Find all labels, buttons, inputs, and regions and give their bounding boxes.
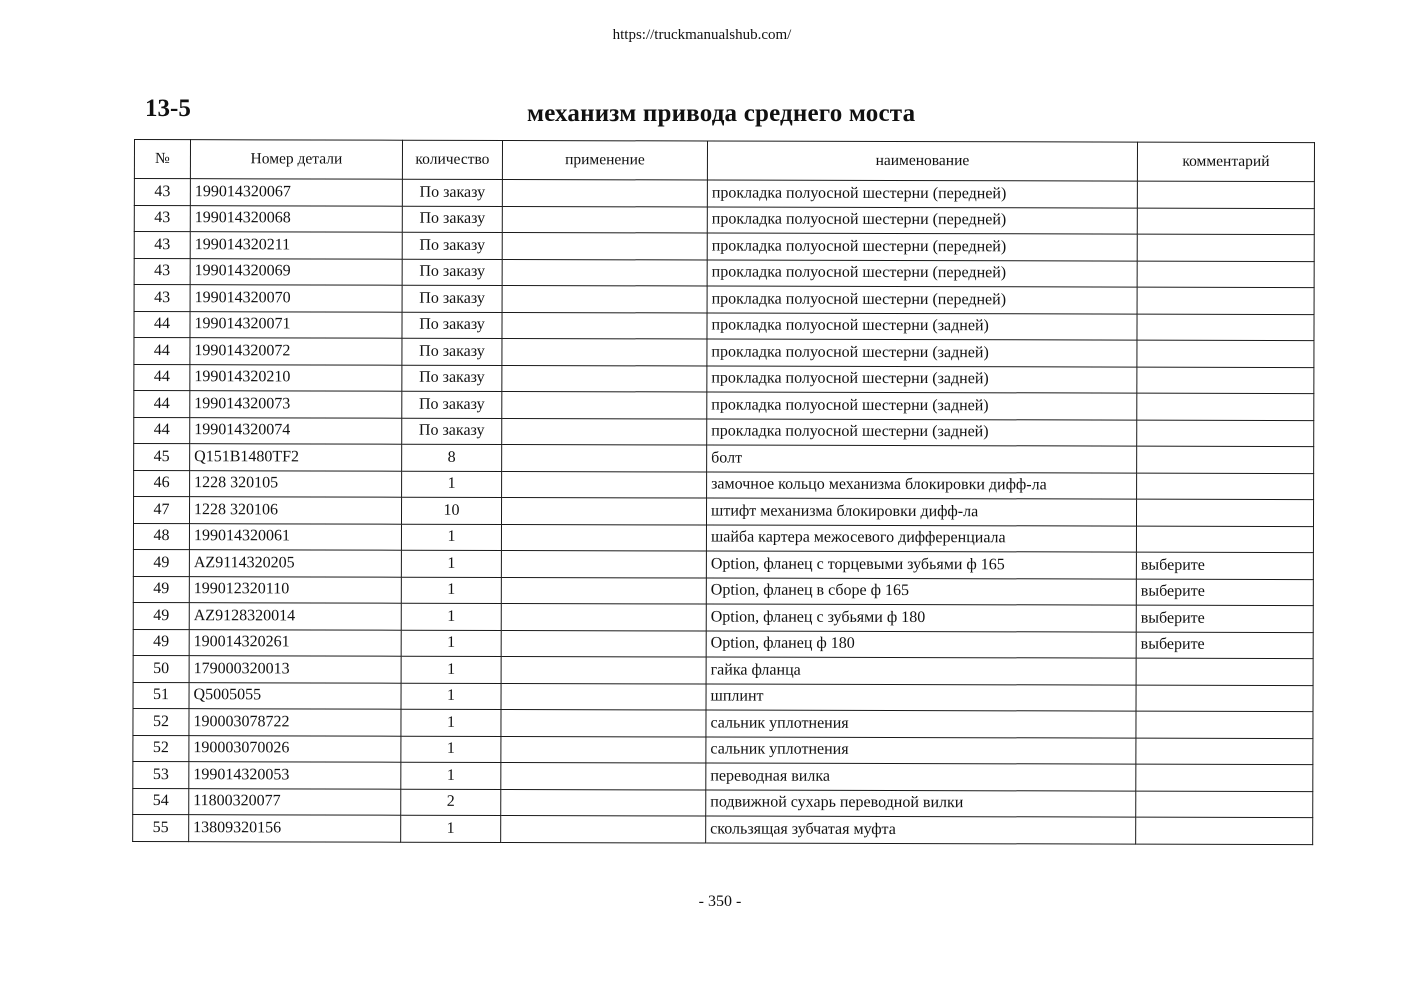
cell-application [501, 577, 706, 604]
table-row [133, 549, 1313, 579]
cell-row-number: 49 [133, 549, 189, 576]
cell-comment [1136, 791, 1313, 818]
table-row [133, 735, 1313, 765]
cell-quantity: 10 [401, 497, 501, 524]
cell-part-name: сальник уплотнения [706, 710, 1136, 738]
cell-part-number: Q5005055 [189, 682, 401, 709]
cell-row-number: 44 [134, 391, 190, 418]
cell-part-name: прокладка полуосной шестерни (передней) [707, 180, 1137, 208]
table-row [133, 788, 1313, 818]
cell-part-name: прокладка полуосной шестерни (задней) [707, 419, 1137, 447]
cell-part-name: прокладка полуосной шестерни (задней) [707, 313, 1137, 341]
table-row [134, 179, 1314, 209]
cell-row-number: 51 [133, 682, 189, 709]
cell-part-name: Option, фланец в сборе ф 165 [706, 577, 1136, 605]
cell-part-name: скользящая зубчатая муфта [706, 816, 1136, 844]
cell-part-name: прокладка полуосной шестерни (передней) [707, 286, 1137, 314]
cell-part-name: прокладка полуосной шестерни (передней) [707, 207, 1137, 235]
cell-row-number: 54 [133, 788, 189, 815]
table-row [133, 682, 1313, 712]
cell-application [502, 312, 707, 339]
table-row [133, 523, 1313, 553]
cell-row-number: 53 [133, 761, 189, 788]
column-header-name: наименование [707, 141, 1137, 181]
cell-part-number: 199014320070 [190, 285, 402, 312]
cell-part-number: 1228 320106 [189, 497, 401, 524]
cell-comment: выберите [1136, 552, 1313, 579]
cell-quantity: 1 [401, 656, 501, 683]
cell-part-number: 199014320211 [190, 232, 402, 259]
cell-part-number: 199014320073 [190, 391, 402, 418]
table-row [134, 285, 1314, 315]
cell-application [501, 630, 706, 657]
cell-part-number: 199014320061 [189, 523, 401, 550]
cell-application [501, 683, 706, 710]
table-body [133, 179, 1315, 845]
cell-comment [1136, 711, 1313, 738]
table-header-row [134, 140, 1314, 182]
cell-part-number: AZ9114320205 [189, 550, 401, 577]
cell-part-name: болт [707, 445, 1137, 473]
cell-row-number: 43 [134, 205, 190, 232]
table-row [133, 602, 1313, 632]
cell-part-name: штифт механизма блокировки дифф-ла [706, 498, 1136, 526]
table-row [134, 258, 1314, 288]
cell-row-number: 44 [134, 338, 190, 365]
cell-part-number: 1228 320105 [190, 470, 402, 497]
column-header-application: применение [502, 140, 707, 180]
cell-part-name: переводная вилка [706, 763, 1136, 791]
cell-quantity: По заказу [402, 179, 502, 206]
cell-part-number: 199014320053 [189, 762, 401, 789]
cell-part-number: 199014320074 [190, 417, 402, 444]
table-row [134, 444, 1314, 474]
cell-comment [1137, 367, 1314, 394]
cell-part-number: 179000320013 [189, 656, 401, 683]
cell-row-number: 49 [133, 629, 189, 656]
cell-quantity: 1 [401, 736, 501, 763]
cell-application [502, 206, 707, 233]
cell-comment [1137, 314, 1314, 341]
cell-quantity: По заказу [402, 232, 502, 259]
cell-row-number: 43 [134, 179, 190, 206]
source-url[interactable]: https://truckmanualshub.com/ [612, 27, 792, 43]
column-header-number: № [134, 140, 190, 179]
cell-row-number: 43 [134, 258, 190, 285]
cell-application [501, 497, 706, 524]
cell-quantity: 1 [401, 762, 501, 789]
cell-application [502, 338, 707, 365]
cell-row-number: 55 [133, 814, 189, 841]
cell-row-number: 49 [133, 602, 189, 629]
cell-part-number: 199014320068 [190, 205, 402, 232]
cell-quantity: 1 [401, 603, 501, 630]
cell-application [501, 815, 706, 842]
cell-part-number: 199012320110 [189, 576, 401, 603]
cell-comment [1136, 817, 1313, 844]
cell-comment [1136, 738, 1313, 765]
cell-part-name: гайка фланца [706, 657, 1136, 685]
cell-quantity: 1 [402, 471, 502, 498]
cell-quantity: 2 [401, 789, 501, 816]
cell-application [501, 762, 706, 789]
table-row [133, 576, 1313, 606]
cell-comment [1136, 658, 1313, 685]
table-row [134, 338, 1314, 368]
cell-comment: выберите [1136, 579, 1313, 606]
cell-comment [1137, 234, 1314, 261]
table-row [134, 470, 1314, 500]
cell-quantity: 8 [402, 444, 502, 471]
cell-part-name: прокладка полуосной шестерни (задней) [707, 392, 1137, 420]
cell-part-name: прокладка полуосной шестерни (передней) [707, 233, 1137, 261]
cell-quantity: 1 [401, 709, 501, 736]
cell-part-name: Option, фланец с торцевыми зубьями ф 165 [706, 551, 1136, 579]
parts-table [132, 139, 1315, 845]
cell-quantity: По заказу [402, 285, 502, 312]
cell-part-name: подвижной сухарь переводной вилки [706, 789, 1136, 817]
cell-part-number: Q151B1480TF2 [190, 444, 402, 471]
cell-part-number: 199014320210 [190, 364, 402, 391]
cell-application [502, 285, 707, 312]
cell-row-number: 49 [133, 576, 189, 603]
cell-row-number: 43 [134, 232, 190, 259]
cell-part-number: 11800320077 [189, 788, 401, 815]
cell-application [502, 232, 707, 259]
cell-comment [1137, 261, 1314, 288]
table-row [133, 761, 1313, 791]
cell-part-name: шплинт [706, 683, 1136, 711]
cell-row-number: 46 [134, 470, 190, 497]
cell-comment [1137, 340, 1314, 367]
cell-comment [1136, 764, 1313, 791]
cell-part-name: прокладка полуосной шестерни (передней) [707, 260, 1137, 288]
cell-part-number: 199014320067 [190, 179, 402, 206]
cell-quantity: 1 [401, 630, 501, 657]
table-row [133, 814, 1313, 844]
cell-part-number: 190014320261 [189, 629, 401, 656]
cell-part-number: 13809320156 [189, 815, 401, 842]
cell-application [501, 736, 706, 763]
cell-part-name: шайба картера межосевого дифференциала [706, 525, 1136, 553]
cell-quantity: 1 [401, 577, 501, 604]
cell-comment [1136, 685, 1313, 712]
cell-row-number: 44 [134, 364, 190, 391]
cell-application [501, 524, 706, 551]
cell-part-number: 190003070026 [189, 735, 401, 762]
cell-quantity: 1 [401, 524, 501, 551]
cell-row-number: 48 [133, 523, 189, 550]
section-number: 13-5 [145, 95, 191, 122]
cell-application [501, 789, 706, 816]
cell-part-name: замочное кольцо механизма блокировки дифф-ла [707, 472, 1137, 500]
page-number: - 350 - [698, 893, 742, 910]
cell-part-name: сальник уплотнения [706, 736, 1136, 764]
cell-row-number: 47 [133, 497, 189, 524]
table-row [134, 391, 1314, 421]
cell-row-number: 43 [134, 285, 190, 312]
cell-part-number: 199014320069 [190, 258, 402, 285]
cell-quantity: 1 [401, 815, 501, 842]
cell-row-number: 52 [133, 708, 189, 735]
cell-row-number: 45 [134, 444, 190, 471]
cell-comment: выберите [1136, 605, 1313, 632]
cell-application [501, 656, 706, 683]
cell-quantity: 1 [401, 683, 501, 710]
cell-row-number: 44 [134, 311, 190, 338]
table-row [133, 497, 1313, 527]
cell-comment [1137, 393, 1314, 420]
cell-application [501, 709, 706, 736]
cell-application [502, 391, 707, 418]
cell-part-name: Option, фланец ф 180 [706, 630, 1136, 658]
cell-row-number: 44 [134, 417, 190, 444]
table-row [133, 655, 1313, 685]
cell-quantity: 1 [401, 550, 501, 577]
cell-part-name: Option, фланец с зубьями ф 180 [706, 604, 1136, 632]
cell-part-number: AZ9128320014 [189, 603, 401, 630]
cell-part-name: прокладка полуосной шестерни (задней) [707, 339, 1137, 367]
cell-comment [1137, 287, 1314, 314]
column-header-quantity: количество [402, 140, 502, 179]
cell-quantity: По заказу [402, 418, 502, 445]
cell-comment [1137, 473, 1314, 500]
table-row [134, 364, 1314, 394]
cell-quantity: По заказу [402, 391, 502, 418]
column-header-part-number: Номер детали [190, 140, 402, 180]
table-row [133, 629, 1313, 659]
cell-part-number: 199014320072 [190, 338, 402, 365]
cell-row-number: 50 [133, 655, 189, 682]
cell-comment [1137, 208, 1314, 235]
table-row [134, 205, 1314, 235]
column-header-comment: комментарий [1137, 142, 1314, 181]
cell-application [502, 259, 707, 286]
cell-quantity: По заказу [402, 365, 502, 392]
cell-application [502, 418, 707, 445]
cell-comment [1137, 181, 1314, 208]
cell-comment: выберите [1136, 632, 1313, 659]
cell-row-number: 52 [133, 735, 189, 762]
cell-comment [1137, 420, 1314, 447]
cell-application [502, 471, 707, 498]
cell-comment [1136, 499, 1313, 526]
table-row [134, 311, 1314, 341]
cell-quantity: По заказу [402, 338, 502, 365]
cell-part-name: прокладка полуосной шестерни (задней) [707, 366, 1137, 394]
cell-quantity: По заказу [402, 206, 502, 233]
cell-quantity: По заказу [402, 259, 502, 286]
table-row [134, 232, 1314, 262]
cell-part-number: 190003078722 [189, 709, 401, 736]
cell-application [501, 550, 706, 577]
cell-quantity: По заказу [402, 312, 502, 339]
cell-application [502, 365, 707, 392]
table-row [134, 417, 1314, 447]
cell-comment [1136, 526, 1313, 553]
cell-application [502, 179, 707, 206]
cell-comment [1137, 446, 1314, 473]
page-title: механизм привода среднего моста [527, 100, 916, 127]
cell-application [501, 603, 706, 630]
table-row [133, 708, 1313, 738]
cell-application [502, 444, 707, 471]
cell-part-number: 199014320071 [190, 311, 402, 338]
